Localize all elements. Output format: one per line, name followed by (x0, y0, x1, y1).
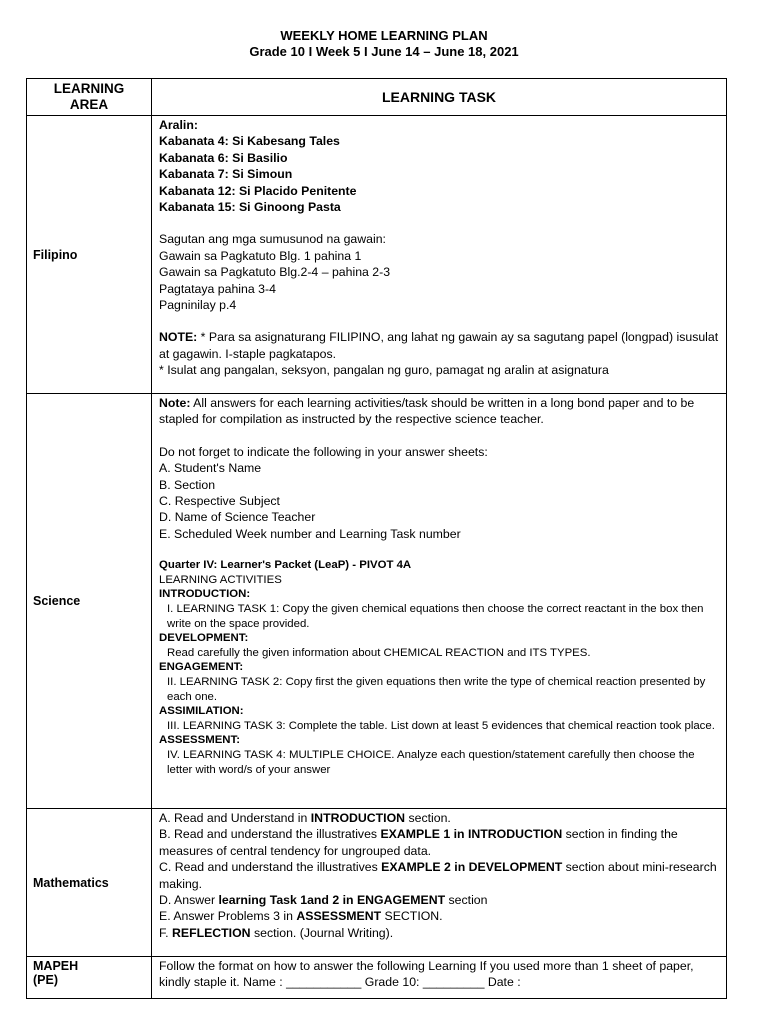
reminder-item: E. Scheduled Week number and Learning Task number (159, 526, 461, 541)
math-item-b: B. Read and understand the illustratives EXAMPLE 1 in INTRODUCTION section in finding the measures of central tendency for ungrouped data. (159, 827, 678, 858)
filipino-note-2: * Isulat ang pangalan, seksyon, pangalan ng guro, pamagat ng aralin at asignatura (159, 363, 609, 378)
task-science (152, 394, 727, 809)
mapeh-pe-label: (PE) (33, 973, 58, 987)
row-mapeh (27, 957, 727, 999)
row-mathematics (27, 809, 727, 957)
section-text: IV. LEARNING TASK 4: MULTIPLE CHOICE. Analyze each question/statement carefully then choose the letter with word/s of your answer (167, 748, 695, 776)
filipino-note (159, 329, 720, 362)
note-label: NOTE: (159, 330, 198, 345)
learning-plan-table (26, 78, 727, 999)
section-heading: ASSIMILATION: (159, 705, 244, 718)
row-science (27, 394, 727, 809)
chapter-item: Kabanata 12: Si Placido Penitente (159, 183, 357, 198)
page-title: WEEKLY HOME LEARNING PLAN (280, 28, 488, 43)
science-reminder: Do not forget to indicate the following in your answer sheets: (159, 444, 488, 459)
task-item: Gawain sa Pagkatuto Blg. 1 pahina 1 (159, 248, 362, 263)
section-heading: INTRODUCTION: (159, 588, 251, 601)
section-text: Read carefully the given information about CHEMICAL REACTION and ITS TYPES. (167, 646, 591, 659)
header-learning-area (27, 79, 152, 116)
row-filipino (27, 116, 727, 394)
chapter-item: Kabanata 4: Si Kabesang Tales (159, 134, 340, 149)
header-area-line1: LEARNING (53, 81, 125, 96)
reminder-item: D. Name of Science Teacher (159, 510, 316, 525)
section-heading: DEVELOPMENT: (159, 632, 249, 645)
mapeh-label: MAPEH (33, 959, 79, 973)
task-filipino (152, 116, 727, 394)
page-subtitle: Grade 10 I Week 5 I June 14 – June 18, 2021 (249, 44, 519, 59)
task-item: Gawain sa Pagkatuto Blg.2-4 – pahina 2-3 (159, 265, 391, 280)
section-heading: ASSESSMENT: (159, 734, 241, 747)
task-mathematics (152, 809, 727, 957)
reminder-item: C. Respective Subject (159, 494, 280, 509)
header-learning-task: LEARNING TASK (152, 79, 727, 116)
header-area-line2: AREA (69, 97, 109, 112)
section-text: II. LEARNING TASK 2: Copy first the given equations then write the type of chemical reaction presented by each one. (167, 676, 706, 703)
chapter-item: Kabanata 6: Si Basilio (159, 150, 288, 165)
note-text: All answers for each learning activities/task should be written in a long bond paper and to be stapled for compilation as instructed by the respective science teacher. (159, 396, 695, 427)
reminder-item: A. Student's Name (159, 461, 262, 476)
area-mathematics: Mathematics (27, 809, 152, 957)
task-mapeh: Follow the format on how to answer the following Learning If you used more than 1 sheet of paper, kindly staple it. Name : ___________ Grade 10: _________ Date : (152, 957, 727, 999)
aralin-label: Aralin: (159, 118, 198, 132)
section-heading: ENGAGEMENT: (159, 661, 244, 674)
chapter-item: Kabanata 7: Si Simoun (159, 167, 293, 182)
quarter-label: Quarter IV: Learner's Packet (LeaP) - PIVOT 4A (159, 559, 412, 572)
reminder-item: B. Section (159, 477, 216, 492)
math-item-d: D. Answer learning Task 1and 2 in ENGAGEMENT section (159, 893, 488, 908)
math-item-e: E. Answer Problems 3 in ASSESSMENT SECTION. (159, 909, 443, 924)
task-item: Pagninilay p.4 (159, 298, 237, 313)
science-note (159, 395, 720, 428)
math-item-a: A. Read and Understand in INTRODUCTION section. (159, 811, 451, 825)
task-item: Pagtataya pahina 3-4 (159, 281, 276, 296)
activities-label: LEARNING ACTIVITIES (159, 573, 282, 586)
note-text: * Para sa asignaturang FILIPINO, ang lahat ng gawain ay sa sagutang papel (longpad) isusulat at gagawin. I-staple pagkatapos. (159, 330, 719, 361)
chapter-item: Kabanata 15: Si Ginoong Pasta (159, 200, 341, 215)
note-label: Note: (159, 396, 191, 410)
area-mapeh (27, 957, 152, 999)
math-item-c: C. Read and understand the illustratives EXAMPLE 2 in DEVELOPMENT section about mini-research making. (159, 860, 717, 891)
table-header-row (27, 79, 727, 116)
section-text: III. LEARNING TASK 3: Complete the table. List down at least 5 evidences that chemical reaction took place. (167, 719, 715, 732)
area-filipino: Filipino (27, 116, 152, 394)
math-item-f: F. REFLECTION section. (Journal Writing). (159, 925, 394, 940)
section-text: I. LEARNING TASK 1: Copy the given chemical equations then choose the correct reactant in the box then write on the space provided. (167, 603, 704, 630)
area-science: Science (27, 394, 152, 809)
filipino-instruction: Sagutan ang mga sumusunod na gawain: (159, 232, 386, 247)
